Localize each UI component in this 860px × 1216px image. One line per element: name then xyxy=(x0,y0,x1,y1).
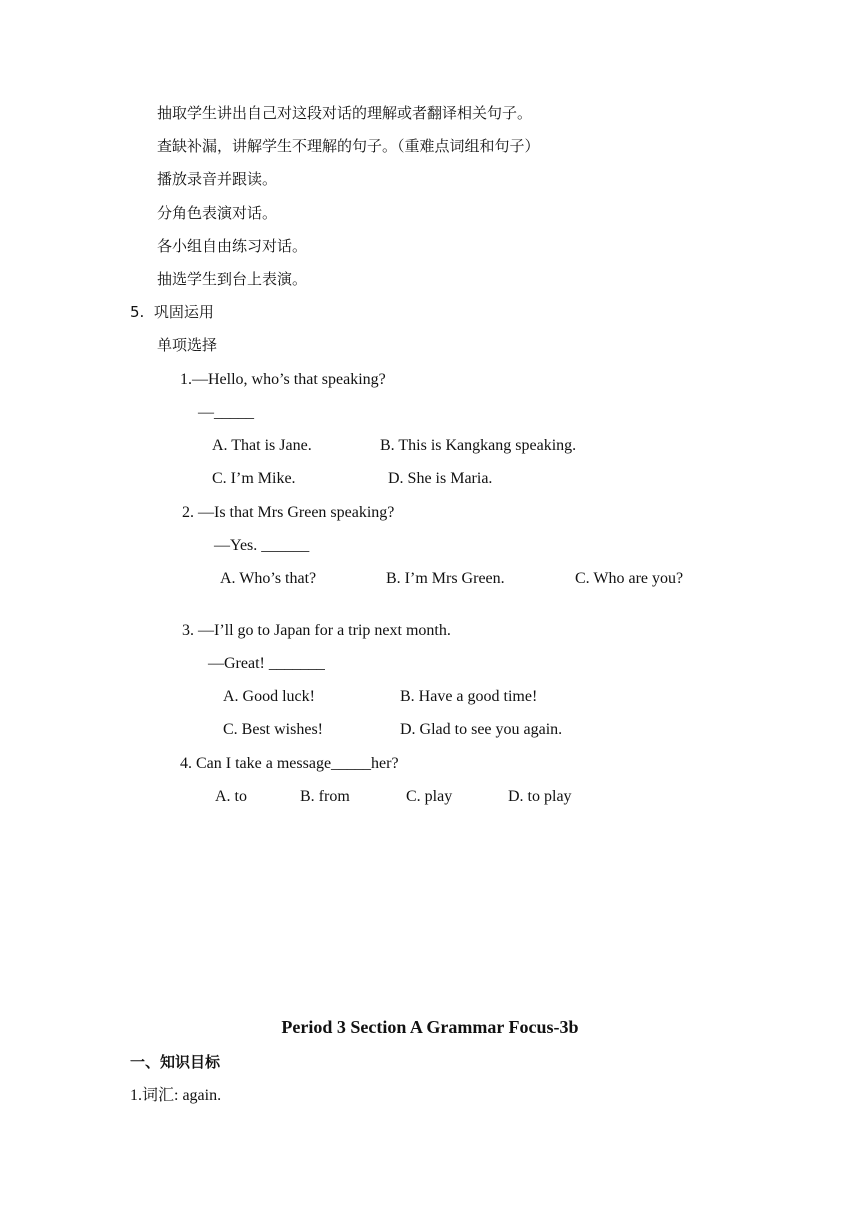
question-2-option-b: B. I’m Mrs Green. xyxy=(386,570,505,587)
question-1-option-a: A. That is Jane. xyxy=(212,437,312,454)
question-2-stem: 2. —Is that Mrs Green speaking? xyxy=(182,504,395,521)
step-5: 各小组自由练习对话。 xyxy=(157,237,308,255)
question-1-option-c: C. I’m Mike. xyxy=(212,470,296,487)
question-3-option-c: C. Best wishes! xyxy=(223,721,323,738)
question-1-option-b: B. This is Kangkang speaking. xyxy=(380,437,577,454)
step-6: 抽选学生到台上表演。 xyxy=(157,270,308,288)
question-4-stem: 4. Can I take a message_____her? xyxy=(180,755,399,772)
question-4-option-c: C. play xyxy=(406,788,453,805)
period-title: Period 3 Section A Grammar Focus-3b xyxy=(281,1017,579,1037)
step-3: 播放录音并跟读。 xyxy=(157,170,278,188)
vocab-line: 1.词汇: again. xyxy=(130,1087,222,1104)
question-3-option-b: B. Have a good time! xyxy=(400,688,538,705)
question-3-stem: 3. —I’ll go to Japan for a trip next month. xyxy=(182,622,451,639)
question-1-reply: —_____ xyxy=(198,404,254,421)
consolidate-title: 5. 巩固运用 xyxy=(130,303,214,321)
question-2-option-c: C. Who are you? xyxy=(575,570,684,587)
question-3-option-a: A. Good luck! xyxy=(223,688,315,705)
step-1: 抽取学生讲出自己对这段对话的理解或者翻译相关句子。 xyxy=(157,104,533,122)
question-1-stem: 1.—Hello, who’s that speaking? xyxy=(180,371,386,388)
question-2-option-a: A. Who’s that? xyxy=(220,570,317,587)
question-3-reply: —Great! _______ xyxy=(208,655,325,672)
question-4-option-d: D. to play xyxy=(508,788,572,805)
question-3-option-d: D. Glad to see you again. xyxy=(400,721,563,738)
section-heading: 一、知识目标 xyxy=(130,1053,221,1071)
step-4: 分角色表演对话。 xyxy=(157,204,278,222)
question-2-reply: —Yes. ______ xyxy=(214,537,310,554)
question-1-option-d: D. She is Maria. xyxy=(388,470,493,487)
question-4-option-a: A. to xyxy=(215,788,247,805)
question-4-option-b: B. from xyxy=(300,788,350,805)
step-2: 查缺补漏，讲解学生不理解的句子。（重难点词组和句子） xyxy=(157,137,540,155)
exercise-type: 单项选择 xyxy=(157,336,218,354)
